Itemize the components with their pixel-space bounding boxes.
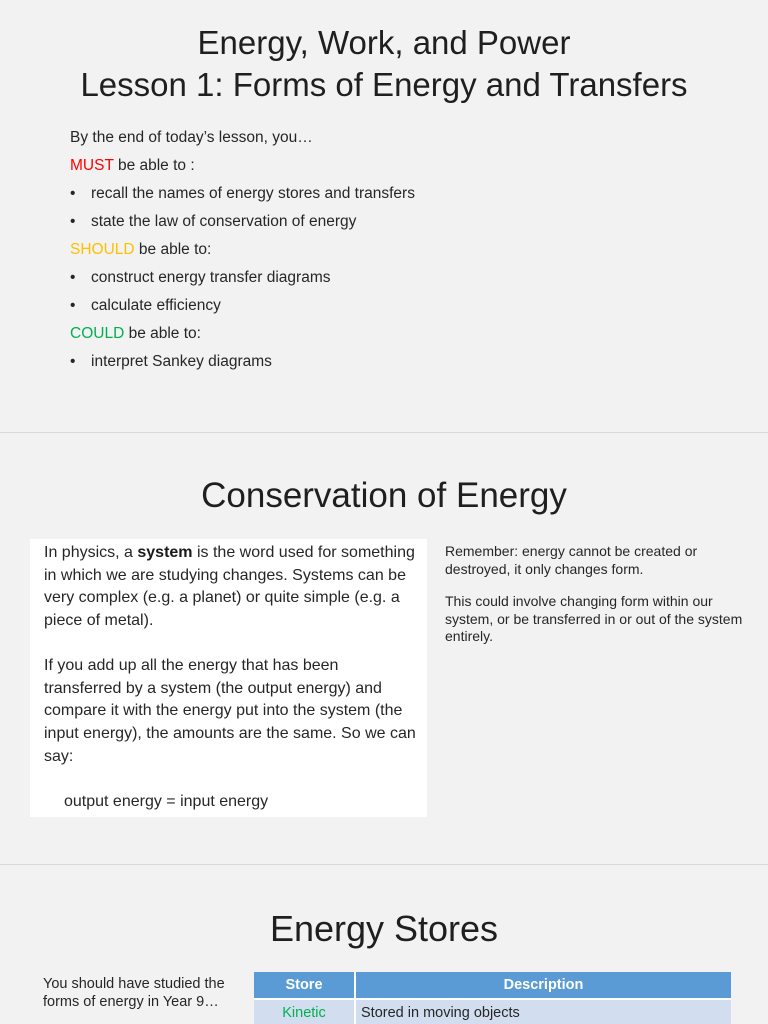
slide-title: Conservation of Energy: [201, 476, 567, 515]
should-label: SHOULD: [70, 241, 135, 258]
objective-item: [70, 264, 415, 292]
must-heading: [70, 152, 415, 180]
could-heading: [70, 320, 415, 348]
bullet-icon: •: [70, 213, 76, 230]
objective-text: calculate efficiency: [91, 297, 221, 314]
bullet-icon: •: [70, 269, 76, 286]
objectives-intro: By the end of today’s lesson, you…: [70, 129, 313, 146]
slide-title: [0, 22, 768, 106]
objective-text: recall the names of energy stores and transfers: [91, 185, 415, 202]
store-name-cell: Kinetic: [254, 999, 355, 1024]
must-label: MUST: [70, 157, 114, 174]
slide-title: Energy Stores: [269, 908, 499, 949]
system-explanation-box: [30, 539, 427, 817]
transfer-note: This could involve changing form within our system, or be transferred in or out of the system entirely.: [445, 593, 743, 644]
could-heading-rest: be able to:: [124, 325, 201, 342]
stores-intro: You should have studied the forms of energy in Year 9…: [43, 976, 225, 1010]
bullet-icon: •: [70, 297, 76, 314]
table-header-row: [254, 972, 731, 999]
should-heading: [70, 236, 415, 264]
could-label: COULD: [70, 325, 125, 342]
table-row: [254, 999, 731, 1024]
objective-text: construct energy transfer diagrams: [91, 269, 331, 286]
energy-equation: output energy = input energy: [64, 793, 269, 810]
must-heading-rest: be able to :: [113, 157, 195, 174]
system-keyword: system: [137, 544, 193, 561]
learning-objectives: [70, 124, 415, 376]
remember-note: [445, 543, 745, 661]
objective-item: [70, 180, 415, 208]
energy-balance-text: If you add up all the energy that has been transferred by a system (the output energy) and compare it with the energy put into the system (the input energy), the amounts are the same. So we can say:: [44, 657, 416, 765]
should-heading-rest: be able to:: [134, 241, 212, 258]
bullet-icon: •: [70, 185, 76, 202]
objective-text: state the law of conservation of energy: [91, 213, 357, 230]
objective-item: [70, 292, 415, 320]
bullet-icon: •: [70, 353, 76, 370]
remember-text: Remember: energy cannot be created or destroyed, it only changes form.: [445, 543, 698, 577]
system-definition-end: is the word used for something in which we are studying changes. Systems can be very complex (e.g. a planet) or quite simple (e.g. a piece of metal).: [44, 544, 415, 630]
energy-stores-table: [254, 972, 731, 1024]
system-definition: [44, 542, 419, 633]
objective-text: interpret Sankey diagrams: [91, 353, 272, 370]
store-description-cell: Stored in moving objects: [355, 999, 731, 1024]
column-header-store: Store: [254, 972, 355, 999]
title-line-2: Lesson 1: Forms of Energy and Transfers: [80, 66, 688, 103]
column-header-description: Description: [355, 972, 731, 999]
objective-item: [70, 208, 415, 236]
title-line-1: Energy, Work, and Power: [197, 24, 571, 61]
system-definition-start: In physics, a: [44, 544, 138, 561]
objective-item: [70, 348, 415, 376]
